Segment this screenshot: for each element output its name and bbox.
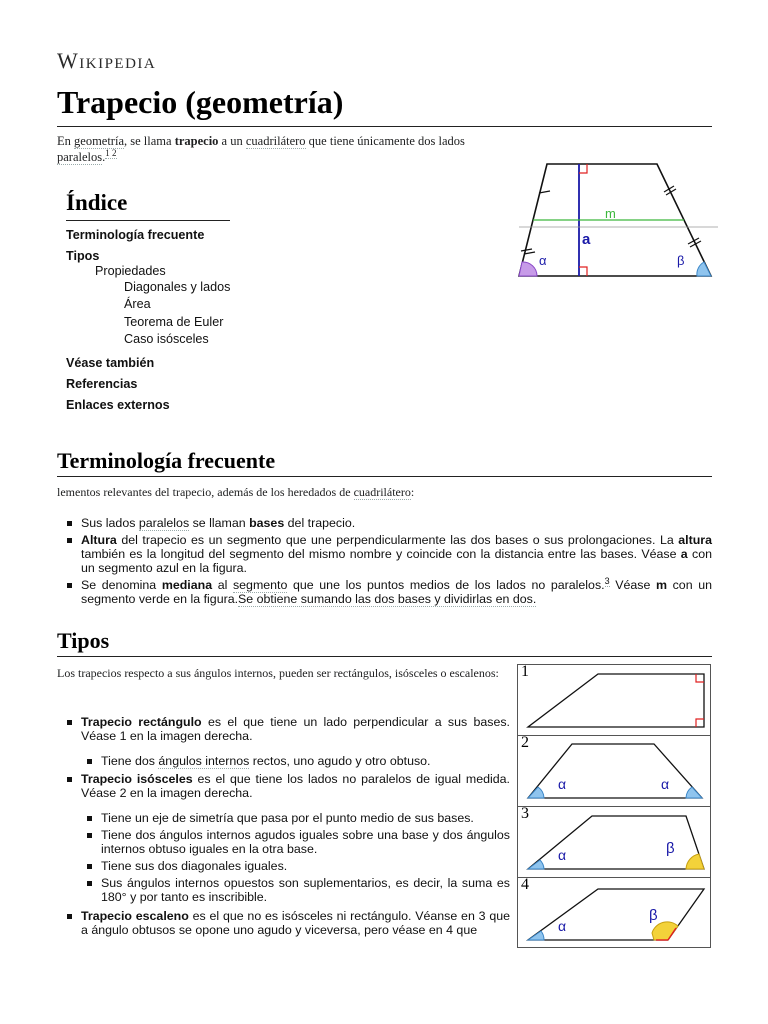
- toc-item-tipos[interactable]: Tipos: [66, 249, 100, 263]
- toc-item-area[interactable]: Área: [124, 297, 151, 311]
- section-divider: [57, 476, 712, 477]
- toc-item-euler[interactable]: Teorema de Euler: [124, 315, 224, 329]
- svg-text:α: α: [558, 847, 567, 863]
- svg-text:α: α: [661, 776, 670, 792]
- tipos-sublist-iso: [57, 811, 510, 907]
- svg-text:β: β: [649, 907, 658, 924]
- list-item: Tiene un eje de simetría que pasa por el punto medio de sus bases.: [57, 811, 510, 825]
- toc-item-referencias[interactable]: Referencias: [66, 377, 138, 391]
- alpha-angle-icon: [519, 262, 537, 276]
- tipos-list-rect: [57, 715, 510, 746]
- toc-divider: [66, 220, 230, 221]
- link-paralelos[interactable]: paralelos: [57, 150, 103, 164]
- toc-item-terminologia[interactable]: Terminología frecuente: [66, 228, 205, 242]
- svg-text:m: m: [605, 206, 616, 221]
- wikipedia-logo[interactable]: Wikipedia: [57, 48, 157, 73]
- terminology-lead: lementos relevantes del trapecio, además de los heredados de cuadrilátero:: [57, 485, 415, 499]
- list-item: Sus ángulos internos opuestos son suplementarios, es decir, la suma es 180° y por tanto es inscribible.: [57, 876, 510, 904]
- list-item: Tiene sus dos diagonales iguales.: [57, 859, 510, 873]
- link-angulos-internos[interactable]: ángulos internos: [158, 754, 250, 768]
- list-item: Altura del trapecio es un segmento que une perpendicularmente las dos bases o sus prolongaciones. La altura también es la longitud del segmento del mismo nombre y coincide con la distancia entre las bases. Véase a con un segmento azul en la figura.: [57, 533, 712, 575]
- trapezoid-panel-3: 3 α β: [517, 806, 711, 878]
- trapezoid-panel-1: 1: [517, 664, 711, 736]
- svg-text:α: α: [558, 776, 567, 792]
- link-geometria[interactable]: geometría: [74, 134, 124, 148]
- toc-item-diagonales[interactable]: Diagonales y lados: [124, 280, 231, 294]
- tipos-sublist-rect: [57, 754, 510, 771]
- trapezoid-panel-2: 2 α α: [517, 735, 711, 807]
- toc-title: Índice: [66, 190, 128, 215]
- list-item: Sus lados paralelos se llaman bases del trapecio.: [57, 516, 712, 530]
- svg-text:β: β: [677, 253, 685, 268]
- trapezoid-panel-4: 4 α β: [517, 877, 711, 948]
- ref-link-3[interactable]: 3: [604, 575, 610, 586]
- toc-item-isosceles[interactable]: Caso isósceles: [124, 332, 209, 346]
- link-cuadrilatero-2[interactable]: cuadrilátero: [353, 485, 411, 499]
- section-divider: [57, 656, 712, 657]
- section-heading-terminologia: Terminología frecuente: [57, 448, 276, 473]
- list-item: Trapecio isósceles es el que tiene los lados no paralelos de igual medida. Véase 2 en la imagen derecha.: [57, 772, 510, 800]
- beta-angle-icon: [697, 262, 711, 276]
- ref-links[interactable]: 1 2: [105, 147, 117, 158]
- trapezoid-figure: [512, 156, 718, 282]
- link-paralelos-2[interactable]: paralelos: [138, 516, 190, 530]
- svg-text:α: α: [558, 918, 567, 934]
- toc-item-enlaces[interactable]: Enlaces externos: [66, 398, 170, 412]
- list-item: Tiene dos ángulos internos rectos, uno agudo y otro obtuso.: [57, 754, 510, 768]
- list-item: Se denomina mediana al segmento que une los puntos medios de los lados no paralelos.$^3$ Véase m con un segmento verde en la figura.Se obtiene sumando las dos bases y dividirlas en dos.: [57, 578, 712, 606]
- intro-paragraph: En geometría, se llama trapecio a un cuadrilátero que tiene únicamente dos lados paralelos.$^{1 2}$: [57, 134, 465, 164]
- page-title: Trapecio (geometría): [57, 84, 344, 120]
- list-item: Tiene dos ángulos internos agudos iguales sobre una base y dos ángulos internos obtuso iguales en la otra base.: [57, 828, 510, 856]
- svg-text:a: a: [582, 231, 591, 248]
- title-divider: [57, 126, 712, 127]
- svg-text:α: α: [539, 253, 547, 268]
- section-heading-tipos: Tipos: [57, 628, 110, 653]
- tipos-list-iso: [57, 772, 510, 803]
- terminology-list: [57, 516, 712, 609]
- list-item: Trapecio escaleno es el que no es isósceles ni rectángulo. Véanse en 3 que a ángulo obtusos se opone uno agudo y viceversa, pero véase en 4 que: [57, 909, 510, 937]
- toc-item-propiedades[interactable]: Propiedades: [95, 264, 166, 278]
- toc-item-vease[interactable]: Véase también: [66, 356, 155, 370]
- link-cuadrilatero[interactable]: cuadrilátero: [245, 134, 306, 148]
- tipos-lead: Los trapecios respecto a sus ángulos internos, pueden ser rectángulos, isósceles o escalenos:: [57, 666, 499, 680]
- svg-text:β: β: [666, 840, 675, 857]
- link-segmento[interactable]: segmento: [232, 578, 288, 592]
- tipos-list-esc: [57, 909, 510, 940]
- list-item: Trapecio rectángulo es el que tiene un lado perpendicular a sus bases. Véase 1 en la imagen derecha.: [57, 715, 510, 743]
